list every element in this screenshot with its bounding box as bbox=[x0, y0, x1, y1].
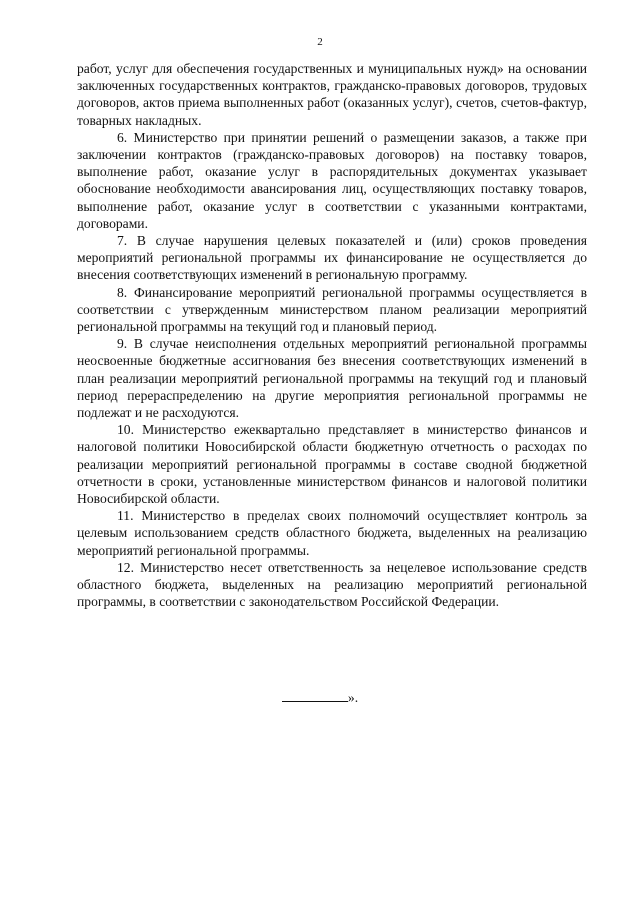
paragraph-8: 8. Финансирование мероприятий региональной программы осуществляется в соответствии с утвержденным министерством планом реализации мероприятий региональной программы на текущий год и плановый период. bbox=[77, 284, 587, 335]
paragraph-6: 6. Министерство при принятии решений о размещении заказов, а также при заключении контрактов (гражданско-правовых договоров) на поставку товаров, выполнение работ, оказание услуг в распорядительных документах указывает обоснование необходимости авансирования лиц, осуществляющих поставку товаров, выполнение работ, оказание услуг в соответствии с указанными контрактами, договорами. bbox=[77, 129, 587, 231]
paragraph-9: 9. В случае неисполнения отдельных мероприятий региональной программы неосвоенные бюджетные ассигнования без внесения соответствующих изменений в план реализации мероприятий региональной программы на текущий год и плановый период перераспределению на другие мероприятия региональной программы не подлежат и не расходуются. bbox=[77, 336, 587, 421]
signature-underline bbox=[282, 688, 348, 702]
closing-quote: ». bbox=[347, 690, 359, 705]
paragraph-10: 10. Министерство ежеквартально представляет в министерство финансов и налоговой политики Новосибирской области бюджетную отчетность о расходах по реализации мероприятий региональной программы в составе сводной бюджетной отчетности в сроки, установленные министерством финансов и налоговой политики Новосибирской области. bbox=[77, 422, 587, 507]
document-body bbox=[77, 60, 587, 611]
paragraph-7: 7. В случае нарушения целевых показателей и (или) сроков проведения мероприятий региональной программы их финансирование не осуществляется до внесения соответствующих изменений в региональную программу. bbox=[77, 233, 587, 283]
paragraph-12: 12. Министерство несет ответственность за нецелевое использование средств областного бюджета, выделенных на реализацию мероприятий региональной программы, в соответствии с законодательством Российской Федерации. bbox=[77, 559, 587, 610]
paragraph-11: 11. Министерство в пределах своих полномочий осуществляет контроль за целевым использованием средств областного бюджета, выделенных на реализацию мероприятий региональной программы. bbox=[77, 508, 587, 558]
paragraph-continuation: работ, услуг для обеспечения государственных и муниципальных нужд» на основании заключенных государственных контрактов, гражданско-правовых договоров, трудовых договоров, актов приема выполненных работ (оказанных услуг), счетов, счетов-фактур, товарных накладных. bbox=[77, 61, 587, 128]
closing-line bbox=[0, 688, 640, 706]
page-number: 2 bbox=[317, 36, 323, 48]
